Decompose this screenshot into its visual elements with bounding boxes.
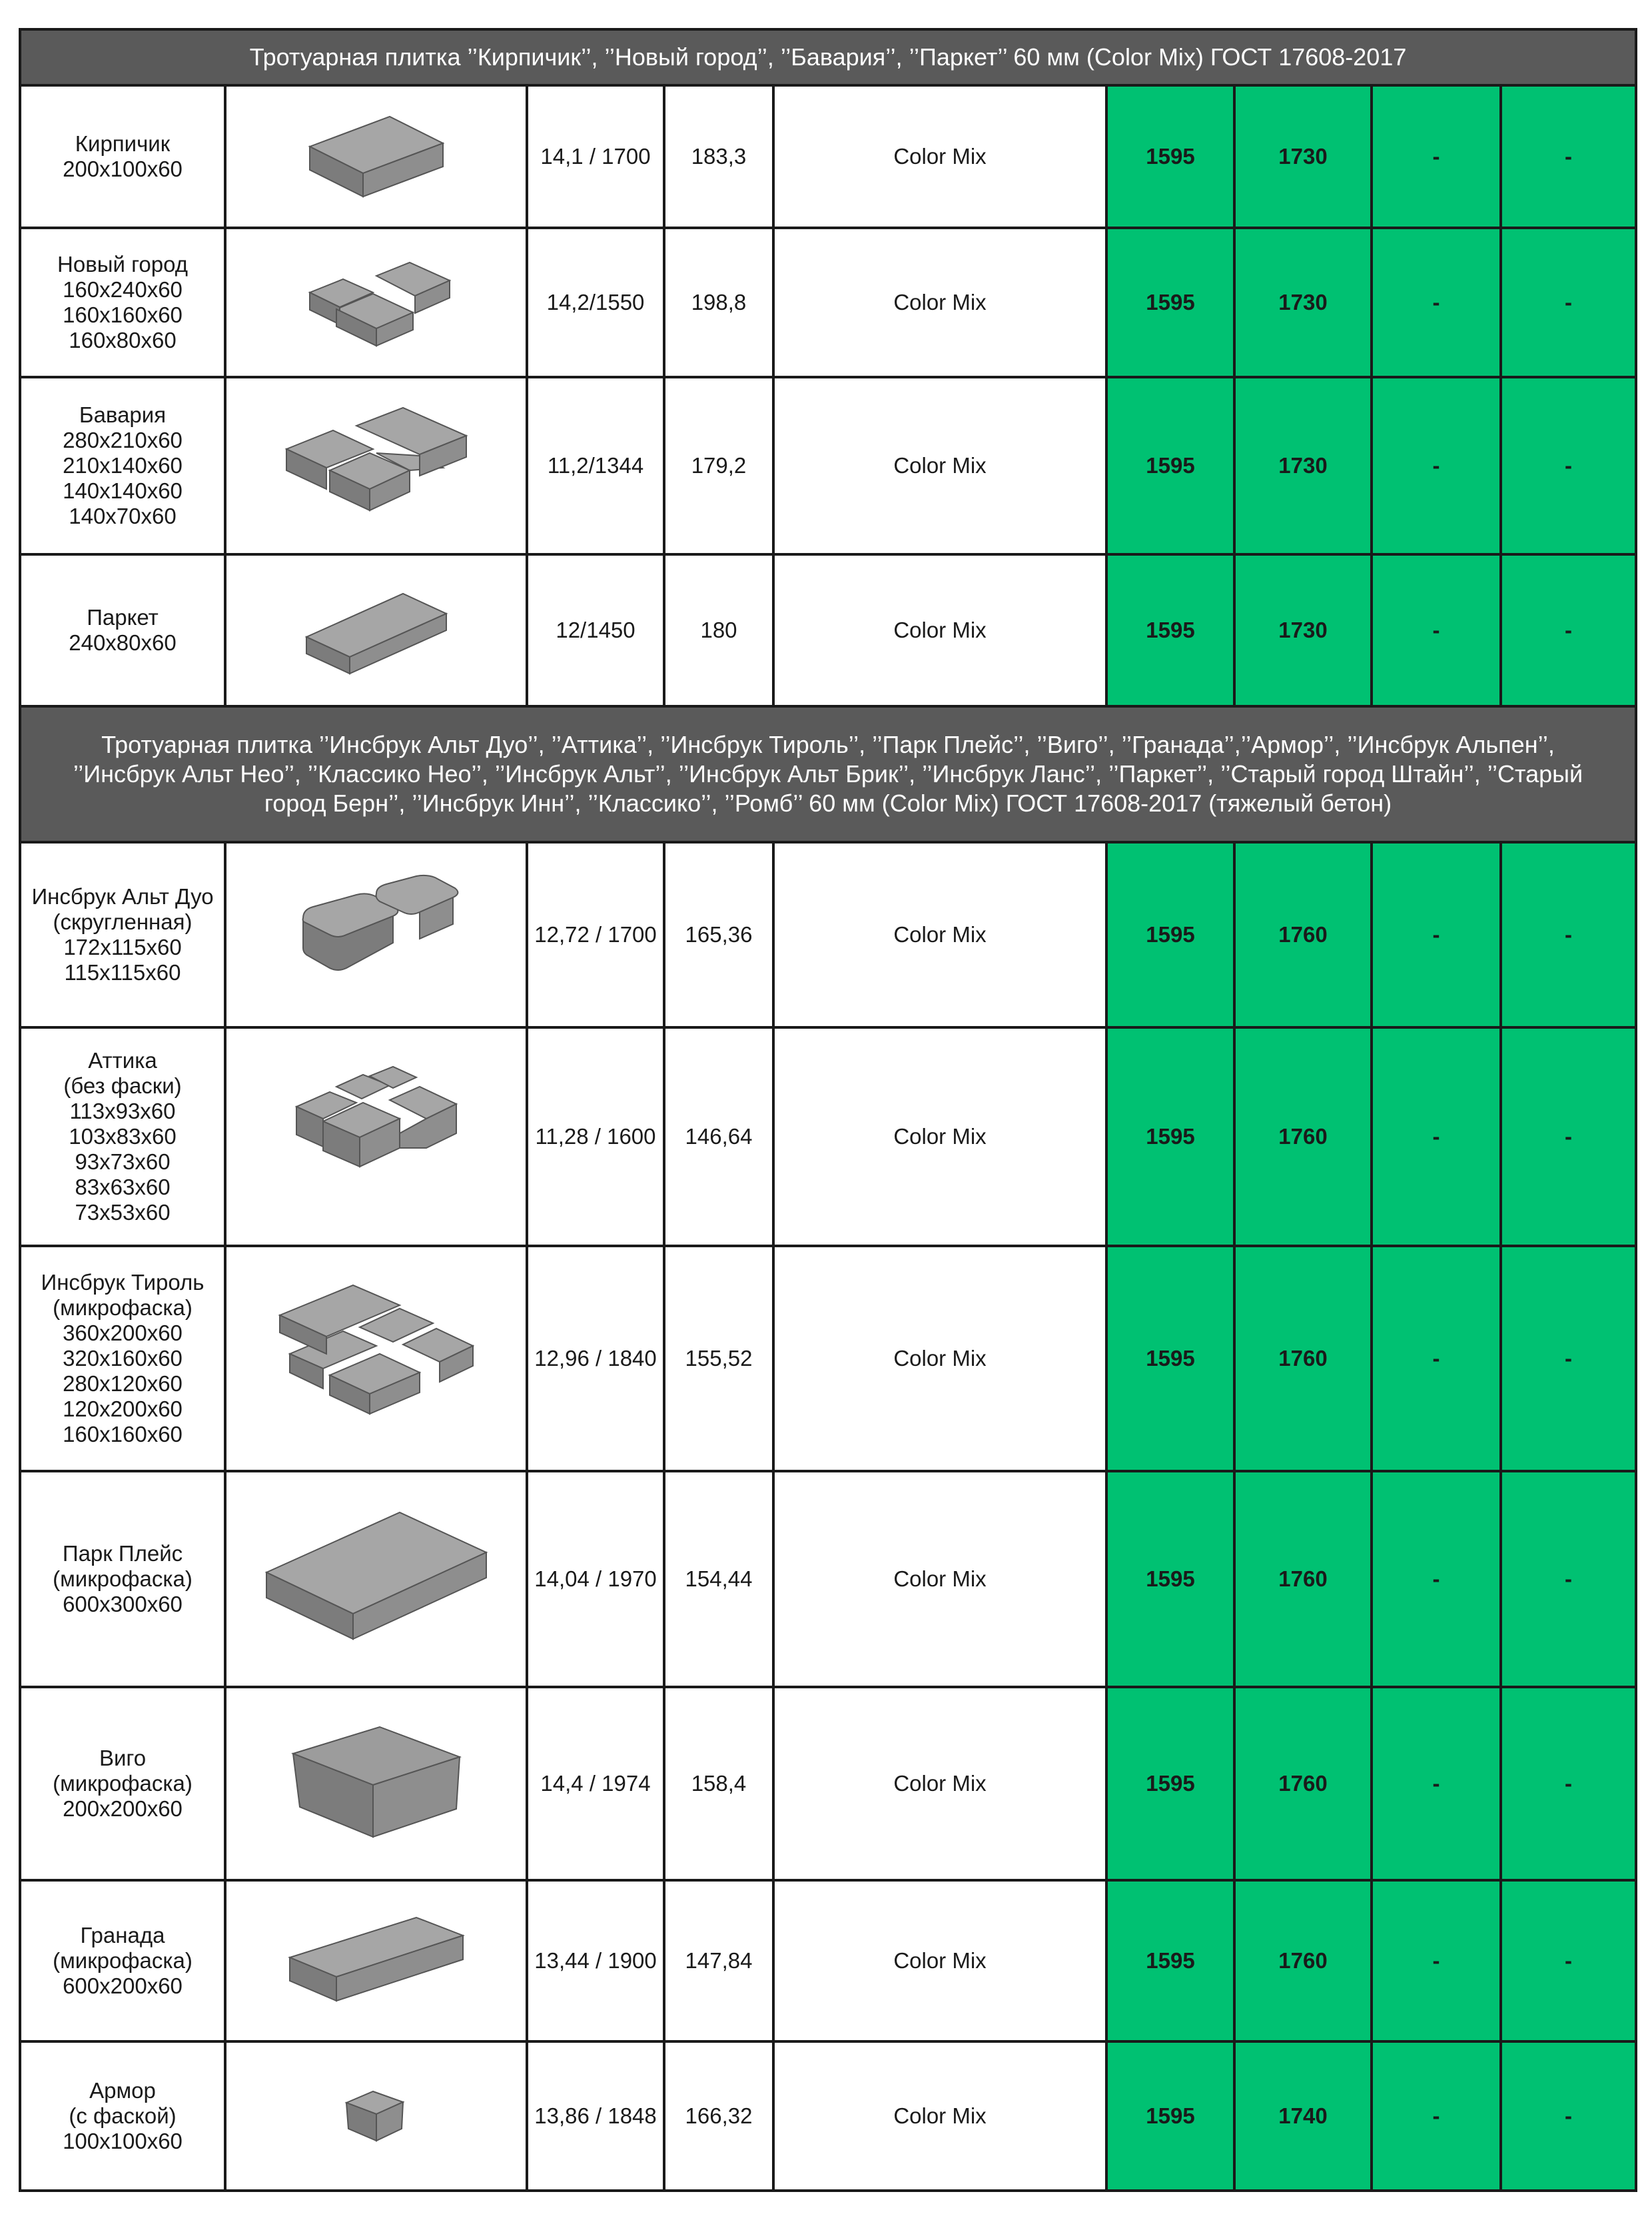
price-1: 1595	[1106, 1687, 1234, 1880]
section-title: Тротуарная плитка ’’Инсбрук Альт Дуо’’, ’’Аттика’’, ’’Инсбрук Тироль’’, ’’Парк Плейс’’, ’’Виго’’, ’’Гранада’’,’’Армор’’, ’’Инсбрук Альпен’’, ’’Инсбрук Альт Нео’’, ’’Классико Нео’’, ’’Инсбрук Альт’’, ’’Инсбрук Альт Брик’’, ’’Инсбрук Ланс’’, ’’Паркет’’, ’’Старый город Штайн’’, ’’Старый город Берн’’, ’’Инсбрук Инн’’, ’’Классико’’, ’’Ромб’’ 60 мм (Color Mix) ГОСТ 17608-2017 (тяжелый бетон)	[20, 706, 1636, 842]
product-name: Инсбрук Альт Дуо (скругленная) 172х115х60 115х115х60	[20, 842, 225, 1027]
weight-value: 11,2/1344	[527, 377, 664, 554]
product-image	[225, 1246, 527, 1471]
product-image	[225, 554, 527, 706]
product-name: Паркет 240х80х60	[20, 554, 225, 706]
product-image	[225, 228, 527, 377]
color-value: Color Mix	[773, 842, 1106, 1027]
price-2: 1760	[1234, 1246, 1372, 1471]
area-value: 183,3	[664, 85, 773, 228]
granada-paver-icon	[276, 1908, 476, 2014]
bavaria-paver-icon	[276, 396, 476, 536]
price-4: -	[1501, 554, 1636, 706]
price-4: -	[1501, 85, 1636, 228]
armor-paver-icon	[336, 2079, 416, 2153]
table-row	[20, 1880, 1636, 2041]
price-sheet	[19, 28, 1635, 2192]
weight-value: 14,2/1550	[527, 228, 664, 377]
price-2: 1760	[1234, 1471, 1372, 1687]
price-1: 1595	[1106, 1027, 1234, 1246]
price-4: -	[1501, 842, 1636, 1027]
tirol-paver-icon	[270, 1275, 483, 1442]
price-2: 1740	[1234, 2041, 1372, 2191]
area-value: 179,2	[664, 377, 773, 554]
product-image	[225, 1027, 527, 1246]
product-image	[225, 842, 527, 1027]
product-name: Армор (с фаской) 100х100х60	[20, 2041, 225, 2191]
price-4: -	[1501, 2041, 1636, 2191]
table-row	[20, 85, 1636, 228]
price-1: 1595	[1106, 842, 1234, 1027]
price-2: 1730	[1234, 85, 1372, 228]
table-row	[20, 554, 1636, 706]
price-4: -	[1501, 1687, 1636, 1880]
price-2: 1760	[1234, 1027, 1372, 1246]
product-image	[225, 1687, 527, 1880]
product-name: Гранада (микрофаска) 600х200х60	[20, 1880, 225, 2041]
table-row	[20, 228, 1636, 377]
price-4: -	[1501, 377, 1636, 554]
table-row	[20, 842, 1636, 1027]
price-1: 1595	[1106, 1471, 1234, 1687]
weight-value: 12,96 / 1840	[527, 1246, 664, 1471]
section-title: Тротуарная плитка ’’Кирпичик’’, ’’Новый город’’, ’’Бавария’’, ’’Паркет’’ 60 мм (Color Mix) ГОСТ 17608-2017	[20, 29, 1636, 85]
weight-value: 11,28 / 1600	[527, 1027, 664, 1246]
product-name: Виго (микрофаска) 200х200х60	[20, 1687, 225, 1880]
table-row	[20, 377, 1636, 554]
price-3: -	[1372, 1880, 1501, 2041]
section-header	[20, 29, 1636, 85]
alt-duo-paver-icon	[283, 868, 470, 1001]
color-value: Color Mix	[773, 377, 1106, 554]
vigo-paver-icon	[280, 1717, 473, 1850]
price-3: -	[1372, 554, 1501, 706]
price-1: 1595	[1106, 228, 1234, 377]
table-row	[20, 1471, 1636, 1687]
table-row	[20, 1687, 1636, 1880]
product-image	[225, 1880, 527, 2041]
price-3: -	[1372, 228, 1501, 377]
price-3: -	[1372, 842, 1501, 1027]
weight-value: 14,1 / 1700	[527, 85, 664, 228]
color-value: Color Mix	[773, 85, 1106, 228]
price-1: 1595	[1106, 1880, 1234, 2041]
price-3: -	[1372, 1687, 1501, 1880]
area-value: 166,32	[664, 2041, 773, 2191]
price-4: -	[1501, 1471, 1636, 1687]
price-1: 1595	[1106, 85, 1234, 228]
price-table	[19, 28, 1637, 2192]
weight-value: 14,04 / 1970	[527, 1471, 664, 1687]
area-value: 155,52	[664, 1246, 773, 1471]
price-3: -	[1372, 1246, 1501, 1471]
price-3: -	[1372, 2041, 1501, 2191]
area-value: 147,84	[664, 1880, 773, 2041]
price-4: -	[1501, 228, 1636, 377]
product-image	[225, 377, 527, 554]
area-value: 165,36	[664, 842, 773, 1027]
new-city-paver-icon	[296, 246, 456, 359]
price-3: -	[1372, 377, 1501, 554]
product-name: Бавария 280х210х60 210х140х60 140х140х60 140х70х60	[20, 377, 225, 554]
area-value: 180	[664, 554, 773, 706]
weight-value: 12,72 / 1700	[527, 842, 664, 1027]
weight-value: 13,44 / 1900	[527, 1880, 664, 2041]
weight-value: 14,4 / 1974	[527, 1687, 664, 1880]
price-2: 1730	[1234, 228, 1372, 377]
product-name: Кирпичик 200х100х60	[20, 85, 225, 228]
product-image	[225, 2041, 527, 2191]
price-1: 1595	[1106, 2041, 1234, 2191]
price-3: -	[1372, 85, 1501, 228]
area-value: 146,64	[664, 1027, 773, 1246]
product-name: Парк Плейс (микрофаска) 600х300х60	[20, 1471, 225, 1687]
price-3: -	[1372, 1027, 1501, 1246]
section-header	[20, 706, 1636, 842]
product-image	[225, 85, 527, 228]
park-place-paver-icon	[256, 1499, 496, 1659]
area-value: 158,4	[664, 1687, 773, 1880]
brick-paver-icon	[296, 107, 456, 207]
weight-value: 13,86 / 1848	[527, 2041, 664, 2191]
product-name: Новый город 160х240х60 160х160х60 160х80х60	[20, 228, 225, 377]
color-value: Color Mix	[773, 2041, 1106, 2191]
area-value: 154,44	[664, 1471, 773, 1687]
attika-paver-icon	[283, 1060, 470, 1213]
table-row	[20, 2041, 1636, 2191]
product-image	[225, 1471, 527, 1687]
price-2: 1760	[1234, 842, 1372, 1027]
price-2: 1760	[1234, 1880, 1372, 2041]
price-1: 1595	[1106, 554, 1234, 706]
color-value: Color Mix	[773, 554, 1106, 706]
color-value: Color Mix	[773, 1471, 1106, 1687]
price-1: 1595	[1106, 1246, 1234, 1471]
color-value: Color Mix	[773, 1687, 1106, 1880]
table-row	[20, 1027, 1636, 1246]
color-value: Color Mix	[773, 1027, 1106, 1246]
price-4: -	[1501, 1027, 1636, 1246]
price-2: 1760	[1234, 1687, 1372, 1880]
product-name: Аттика (без фаски) 113х93х60 103х83х60 93х73х60 83х63х60 73х53х60	[20, 1027, 225, 1246]
product-name: Инсбрук Тироль (микрофаска) 360х200х60 320х160х60 280х120х60 120х200х60 160х160х60	[20, 1246, 225, 1471]
color-value: Color Mix	[773, 1880, 1106, 2041]
price-4: -	[1501, 1880, 1636, 2041]
price-1: 1595	[1106, 377, 1234, 554]
price-2: 1730	[1234, 554, 1372, 706]
price-3: -	[1372, 1471, 1501, 1687]
color-value: Color Mix	[773, 1246, 1106, 1471]
area-value: 198,8	[664, 228, 773, 377]
parket-paver-icon	[293, 580, 460, 680]
color-value: Color Mix	[773, 228, 1106, 377]
table-row	[20, 1246, 1636, 1471]
price-2: 1730	[1234, 377, 1372, 554]
price-4: -	[1501, 1246, 1636, 1471]
weight-value: 12/1450	[527, 554, 664, 706]
